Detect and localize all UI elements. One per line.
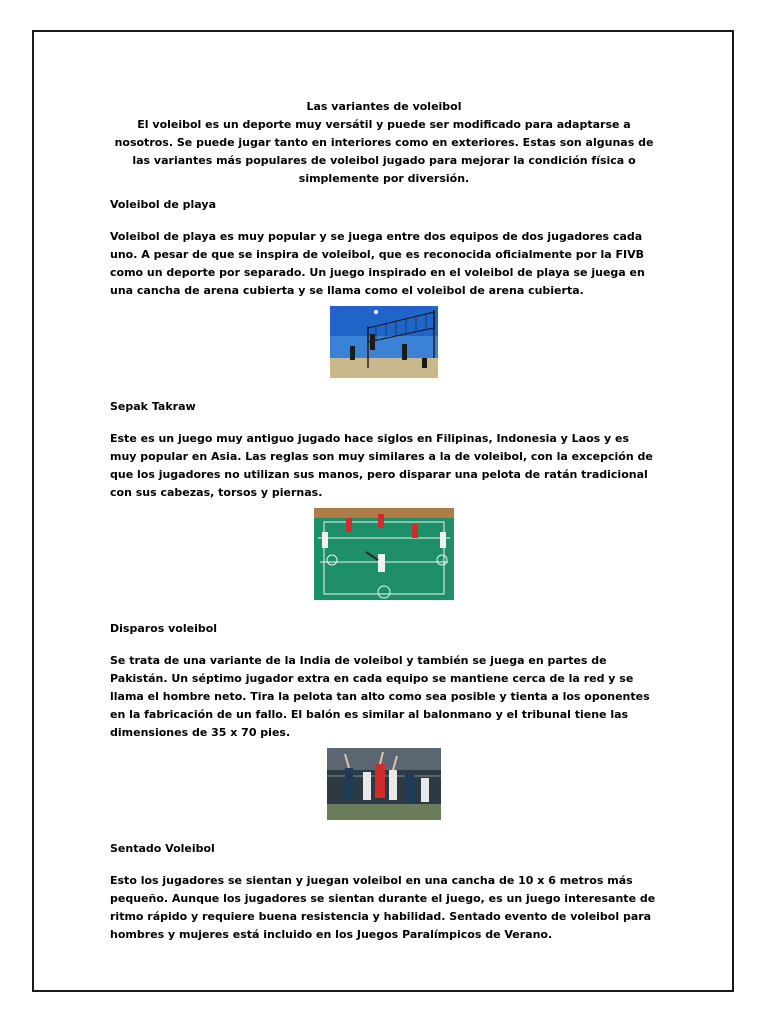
section-heading-beach: Voleibol de playa — [110, 198, 216, 211]
section-body-beach-text: Voleibol de playa es muy popular y se juega entre dos equipos de dos jugadores cada uno. A pesar de que se inspira de voleibol, que es reconocida oficialmente por la FIVB como un deporte por separado. Un juego inspirado en el voleibol de playa se juega en una cancha de arena cubierta y se llama como el — [110, 230, 645, 297]
section-body-sepak-takraw: Este es un juego muy antiguo jugado hace siglos en Filipinas, Indonesia y Laos y es muy popular en Asia. Las reglas son muy similares a la de voleibol, con la excepción de que los jugadores no utilizan sus manos, pero disparar una pelota de ratán tradicional con sus cabezas, torsos y piernas. — [110, 432, 653, 499]
section-heading-sitting-volleyball: Sentado Voleibol — [110, 842, 215, 855]
section-body-beach-highlight: voleibol de arena cubierta. — [416, 284, 584, 297]
document-title: Las variantes de voleibol — [306, 100, 462, 113]
document-content — [110, 98, 658, 944]
section-body-shooting-volleyball: Se trata de una variante de la India de voleibol y también se juega en partes de Pakistán. Un séptimo jugador extra en cada equipo se mantiene cerca de la red y se llama el hombre neto. Tira la pelota tan alto como sea posible y tienta a los oponentes en la fabricación de un fallo. El balón es similar al balonmano y el tribunal tiene las dimensiones de 35 x 70 pies. — [110, 654, 650, 739]
sepak-takraw-image — [314, 508, 454, 600]
section-body-sitting-volleyball: Esto los jugadores se sientan y juegan voleibol en una cancha de 10 x 6 metros más pequeño. Aunque los jugadores se sientan durante el juego, es un juego interesante de ritmo rápido y requiere buena resistencia y habilidad. Sentado evento de voleibol para hombres y mujeres está incluido en los Juegos Paralímpicos de Verano. — [110, 874, 656, 941]
document-page — [32, 30, 734, 992]
intro-paragraph: El voleibol es un deporte muy versátil y puede ser modificado para adaptarse a nosotros. Se puede jugar tanto en interiores como en exteriores. Estas son algunas de las variantes más populares de voleibol jugado para mejorar la condición física o simplemente por diversión. — [114, 118, 654, 185]
shooting-volleyball-image — [327, 748, 441, 820]
beach-volleyball-image — [330, 306, 438, 378]
section-heading-shooting-volleyball: Disparos voleibol — [110, 622, 218, 635]
section-heading-sepak-takraw: Sepak Takraw — [110, 400, 196, 413]
section-body-beach — [110, 228, 658, 300]
